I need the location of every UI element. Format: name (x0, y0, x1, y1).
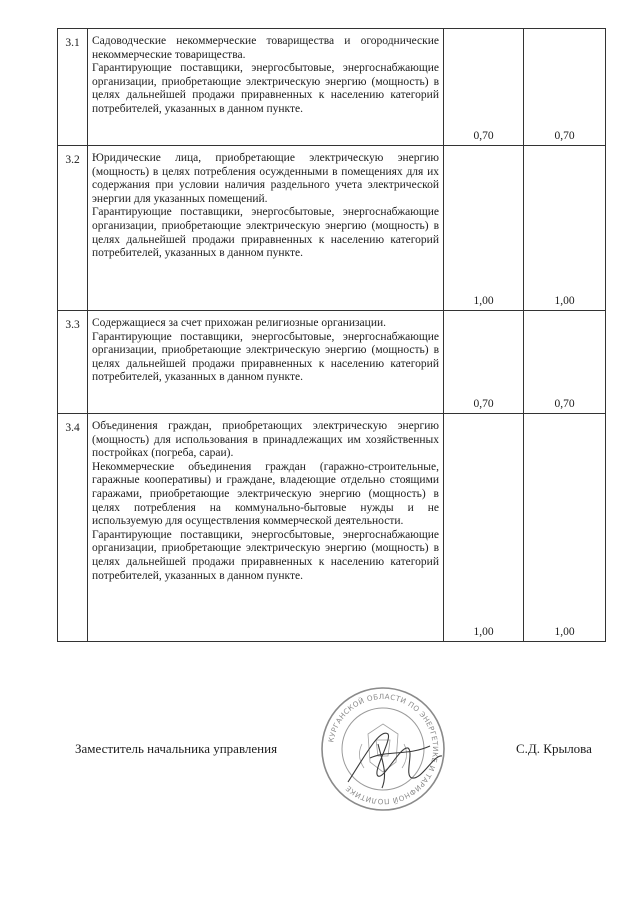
row-value-1: 1,00 (444, 414, 524, 642)
row-description (88, 146, 444, 311)
row-paragraph: Гарантирующие поставщики, энергосбытовые, энергоснабжающие организации, приобретающие электрическую энергию (мощность) в целях дальнейшей продажи приравненных к населению категорий потребителей, указанных в данном пункте. (92, 62, 439, 115)
seal-ring-text: КУРГАНСКОЙ ОБЛАСТИ ПО ЭНЕРГЕТИКЕ И ТАРИФНОЙ ПОЛИТИКЕ (326, 691, 441, 807)
table-row (58, 414, 606, 642)
row-number: 3.4 (58, 414, 88, 642)
row-value-2: 1,00 (524, 146, 606, 311)
row-paragraph: Садоводческие некоммерческие товарищества и огороднические некоммерческие товарищества. (92, 35, 439, 61)
row-paragraph: Некоммерческие объединения граждан (гаражно-строительные, гаражные кооперативы) и граждане, владеющие отдельно стоящими гаражами, приобретающие электрическую энергию (мощность) в целях потребления на коммунально-бытовые нужды и не используемую для осуществления коммерческой деятельности. (92, 460, 439, 528)
row-paragraph: Гарантирующие поставщики, энергосбытовые, энергоснабжающие организации, приобретающие электрическую энергию (мощность) в целях дальнейшей продажи приравненных к населению категорий потребителей, указанных в данном пункте. (92, 330, 439, 384)
table-row (58, 29, 606, 146)
row-value-2: 0,70 (524, 311, 606, 414)
row-paragraph: Юридические лица, приобретающие электрическую энергию (мощность) в целях потребления осужденными в помещениях для их содержания при условии наличия раздельного учета электрической энергии для указанных помещений. (92, 152, 439, 205)
row-number: 3.1 (58, 29, 88, 146)
row-description (88, 29, 444, 146)
table-row (58, 146, 606, 311)
row-value-1: 0,70 (444, 29, 524, 146)
row-paragraph: Объединения граждан, приобретающих электрическую энергию (мощность) для использования в принадлежащих им хозяйственных постройках (погреба, сараи). (92, 420, 439, 460)
table-row (58, 311, 606, 414)
row-description (88, 311, 444, 414)
row-value-1: 1,00 (444, 146, 524, 311)
row-number: 3.3 (58, 311, 88, 414)
row-value-2: 1,00 (524, 414, 606, 642)
row-value-2: 0,70 (524, 29, 606, 146)
row-value-1: 0,70 (444, 311, 524, 414)
signatory-name: С.Д. Крылова (516, 741, 592, 756)
tariff-table (57, 28, 606, 642)
row-paragraph: Гарантирующие поставщики, энергосбытовые, энергоснабжающие организации, приобретающие электрическую энергию (мощность) в целях дальнейшей продажи приравненных к населению категорий потребителей, указанных в данном пункте. (92, 528, 439, 582)
row-description (88, 414, 444, 642)
row-paragraph: Гарантирующие поставщики, энергосбытовые, энергоснабжающие организации, приобретающие электрическую энергию (мощность) в целях дальнейшей продажи приравненных к населению категорий потребителей, указанных в данном пункте. (92, 206, 439, 260)
row-paragraph: Содержащиеся за счет прихожан религиозные организации. (92, 317, 386, 329)
official-seal-icon (318, 684, 448, 814)
signatory-position: Заместитель начальника управления (75, 741, 278, 756)
row-number: 3.2 (58, 146, 88, 311)
